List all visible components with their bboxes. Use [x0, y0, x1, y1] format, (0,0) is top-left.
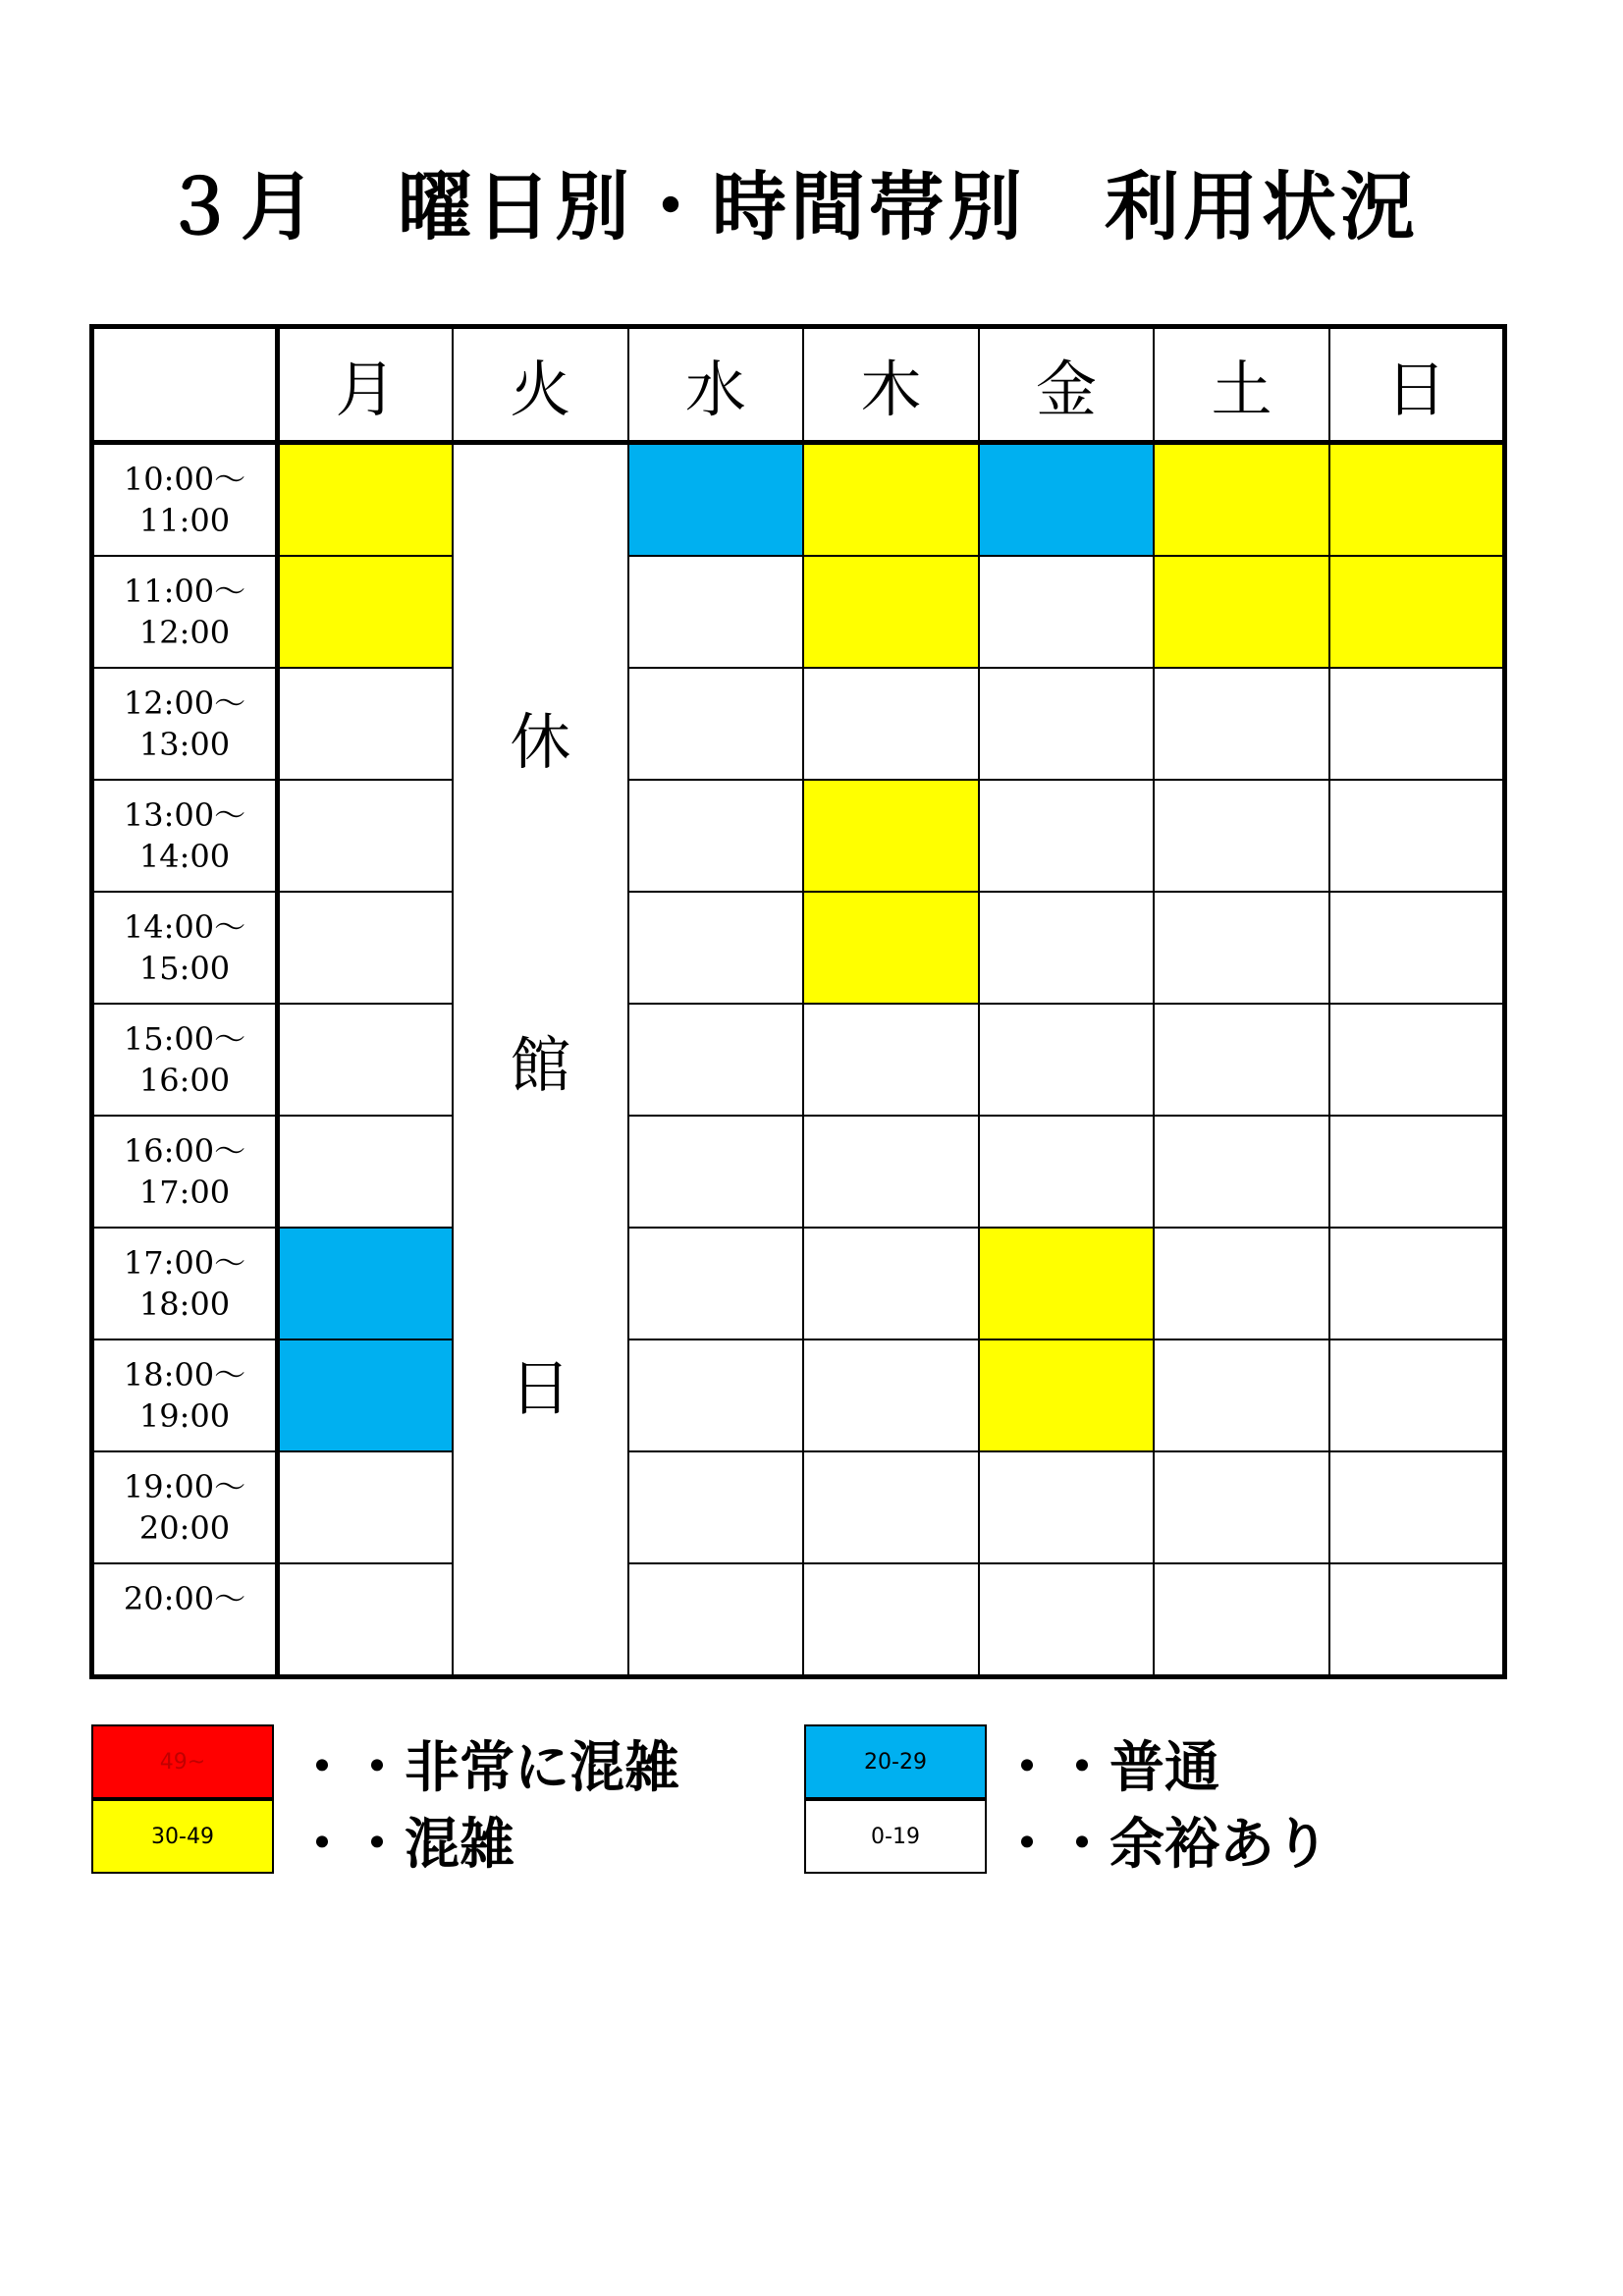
time-slot-start: 15:00～	[123, 1020, 246, 1058]
usage-cell	[1329, 780, 1505, 892]
header-row	[92, 327, 1505, 443]
usage-cell	[628, 1339, 804, 1451]
usage-cell	[803, 1004, 979, 1116]
time-slot-end: 13:00	[138, 726, 231, 763]
usage-cell	[979, 1339, 1155, 1451]
time-slot-cell	[92, 1228, 278, 1339]
usage-cell	[1154, 1116, 1329, 1228]
legend-label-free: ・・余裕あり	[1000, 1813, 1329, 1877]
usage-cell	[979, 780, 1155, 892]
usage-cell	[1154, 556, 1329, 668]
page-title: ３月 曜日別・時間帯別 利用状況	[162, 163, 1419, 250]
usage-cell	[803, 668, 979, 780]
time-slot-cell	[92, 1116, 278, 1228]
usage-cell	[803, 443, 979, 557]
usage-cell	[803, 1451, 979, 1563]
usage-cell	[628, 1004, 804, 1116]
legend-swatch-free: 0-19	[804, 1799, 987, 1874]
closed-day-char: 日	[510, 1351, 571, 1424]
usage-cell	[1154, 1004, 1329, 1116]
usage-cell	[628, 892, 804, 1004]
usage-cell	[278, 443, 454, 557]
usage-cell	[803, 892, 979, 1004]
time-slot-cell	[92, 1004, 278, 1116]
time-slot-start: 12:00～	[123, 684, 246, 722]
time-slot-start: 20:00～	[123, 1580, 246, 1617]
usage-cell	[1154, 443, 1329, 557]
usage-cell	[803, 1116, 979, 1228]
usage-cell	[1154, 780, 1329, 892]
usage-cell	[1329, 1004, 1505, 1116]
time-slot-cell	[92, 1339, 278, 1451]
corner-cell	[92, 327, 278, 443]
usage-cell	[278, 1563, 454, 1677]
time-slot-end: 12:00	[138, 614, 231, 651]
table-row	[92, 1004, 1505, 1116]
table-row	[92, 668, 1505, 780]
time-slot-start: 13:00～	[123, 796, 246, 834]
usage-cell	[803, 1563, 979, 1677]
table-row	[92, 1339, 1505, 1451]
time-slot-cell	[92, 556, 278, 668]
time-slot-cell	[92, 1451, 278, 1563]
usage-cell	[1329, 1116, 1505, 1228]
usage-cell	[278, 780, 454, 892]
closed-day-cell	[453, 443, 628, 1677]
usage-cell	[278, 1451, 454, 1563]
table-row	[92, 1451, 1505, 1563]
usage-cell	[278, 1116, 454, 1228]
legend-label-very-busy: ・・非常に混雑	[295, 1736, 679, 1800]
legend-swatch-very-busy: 49~	[91, 1724, 274, 1799]
usage-cell	[1154, 1228, 1329, 1339]
usage-cell	[803, 780, 979, 892]
time-slot-cell	[92, 668, 278, 780]
usage-cell	[979, 1451, 1155, 1563]
day-header-wed: 水	[628, 327, 804, 443]
time-slot-end: 15:00	[138, 950, 231, 987]
usage-cell	[1154, 668, 1329, 780]
usage-cell	[278, 556, 454, 668]
time-slot-start: 17:00～	[123, 1244, 246, 1282]
usage-cell	[1329, 556, 1505, 668]
usage-cell	[628, 1228, 804, 1339]
usage-cell	[979, 556, 1155, 668]
usage-cell	[979, 1563, 1155, 1677]
table-row	[92, 892, 1505, 1004]
time-slot-end: 17:00	[138, 1174, 231, 1211]
usage-cell	[1154, 1451, 1329, 1563]
usage-cell	[979, 1116, 1155, 1228]
usage-cell	[628, 1451, 804, 1563]
time-slot-end: 14:00	[138, 838, 231, 875]
usage-cell	[278, 1004, 454, 1116]
time-slot-end: 20:00	[138, 1509, 231, 1547]
table-row	[92, 1228, 1505, 1339]
legend-swatch-busy: 30-49	[91, 1799, 274, 1874]
table-row	[92, 443, 1505, 557]
time-slot-end: 16:00	[138, 1062, 231, 1099]
usage-cell	[1154, 1563, 1329, 1677]
usage-cell	[1329, 1228, 1505, 1339]
table-row	[92, 1116, 1505, 1228]
time-slot-end: 18:00	[138, 1285, 231, 1323]
legend-swatch-normal: 20-29	[804, 1724, 987, 1799]
usage-cell	[628, 780, 804, 892]
usage-cell	[628, 1563, 804, 1677]
table-row	[92, 1563, 1505, 1677]
legend-label-busy: ・・混雑	[295, 1813, 514, 1877]
time-slot-cell	[92, 780, 278, 892]
table-row	[92, 780, 1505, 892]
usage-cell	[979, 443, 1155, 557]
usage-cell	[278, 1339, 454, 1451]
usage-cell	[628, 668, 804, 780]
day-header-mon: 月	[278, 327, 454, 443]
usage-cell	[979, 1228, 1155, 1339]
usage-cell	[1329, 668, 1505, 780]
usage-cell	[1329, 443, 1505, 557]
time-slot-start: 10:00～	[123, 461, 246, 498]
day-header-tue: 火	[453, 327, 628, 443]
time-slot-cell	[92, 892, 278, 1004]
usage-cell	[628, 556, 804, 668]
time-slot-start: 19:00～	[123, 1468, 246, 1505]
usage-cell	[278, 1228, 454, 1339]
usage-cell	[803, 1339, 979, 1451]
usage-cell	[1329, 1563, 1505, 1677]
time-slot-end: 19:00	[138, 1397, 231, 1435]
usage-cell	[1329, 1451, 1505, 1563]
usage-cell	[1154, 1339, 1329, 1451]
usage-cell	[1154, 892, 1329, 1004]
usage-cell	[979, 668, 1155, 780]
legend-label-normal: ・・普通	[1000, 1736, 1219, 1800]
usage-cell	[803, 1228, 979, 1339]
closed-day-char: 館	[510, 1028, 571, 1101]
table-body	[92, 443, 1505, 1677]
time-slot-start: 16:00～	[123, 1132, 246, 1170]
time-slot-start: 18:00～	[123, 1356, 246, 1394]
day-header-thu: 木	[803, 327, 979, 443]
usage-cell	[278, 668, 454, 780]
usage-cell	[628, 1116, 804, 1228]
usage-cell	[1329, 892, 1505, 1004]
usage-cell	[1329, 1339, 1505, 1451]
time-slot-start: 14:00～	[123, 908, 246, 946]
day-header-sat: 土	[1154, 327, 1329, 443]
usage-cell	[628, 443, 804, 557]
closed-day-char: 休	[510, 705, 571, 778]
usage-cell	[979, 1004, 1155, 1116]
day-header-fri: 金	[979, 327, 1155, 443]
usage-table	[89, 324, 1507, 1679]
usage-cell	[803, 556, 979, 668]
time-slot-cell	[92, 1563, 278, 1677]
usage-cell	[278, 892, 454, 1004]
day-header-sun: 日	[1329, 327, 1505, 443]
time-slot-end: 11:00	[138, 502, 231, 539]
time-slot-cell	[92, 443, 278, 557]
time-slot-start: 11:00～	[123, 573, 246, 610]
table-row	[92, 556, 1505, 668]
usage-cell	[979, 892, 1155, 1004]
